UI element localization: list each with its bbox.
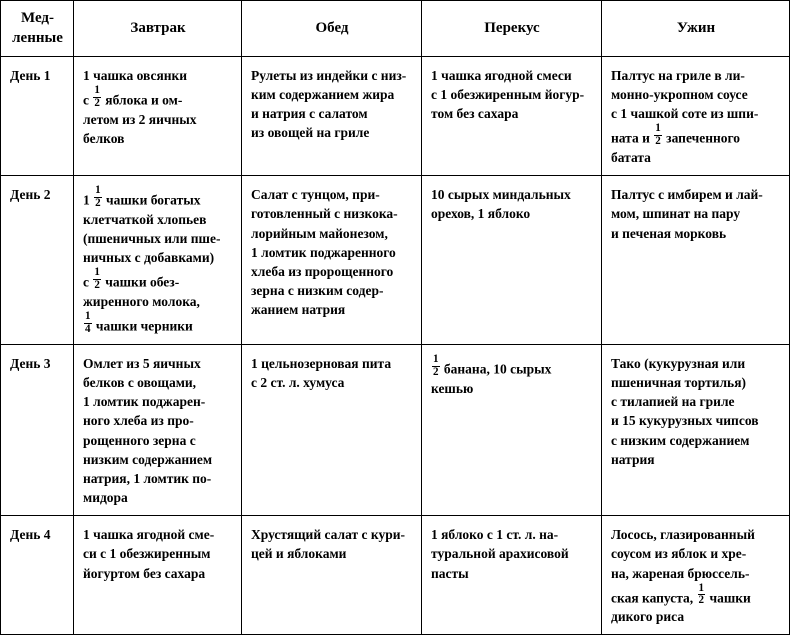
text-line: готовленный с низкока- [251, 206, 398, 222]
text-line: с 2 ст. л. хумуса [251, 375, 345, 391]
text-line: белков [83, 130, 125, 146]
text-line: 10 сырых миндальных [431, 187, 571, 203]
text-line: летом из 2 яичных [83, 111, 197, 127]
text-line: ничных с добавками) [83, 250, 215, 266]
text-line: и печеная морковь [611, 225, 727, 241]
cell-snack-day4 [422, 516, 602, 635]
text-line: на, жареная брюссель- [611, 565, 750, 581]
text-line: цей и яблоками [251, 546, 347, 562]
table-row [1, 344, 790, 515]
fraction-one-quarter: $\frac{1}{4}$ [85, 310, 91, 335]
column-header-breakfast: Завтрак [74, 1, 242, 57]
table-row [1, 57, 790, 176]
text-line: 1 ломтик поджаренного [251, 244, 396, 260]
text-line: и натрия с салатом [251, 106, 368, 122]
text-line: туральной арахисовой [431, 546, 569, 562]
text-line: и 15 кукурузных чипсов [611, 413, 759, 429]
column-header-snack: Перекус [422, 1, 602, 57]
cell-breakfast-day4 [74, 516, 242, 635]
text-line: монно-укропном соусе [611, 87, 748, 103]
text-line: соусом из яблок и хре- [611, 546, 747, 562]
text-line: с $\frac{1}{2}$ яблока и ом- [83, 84, 183, 109]
text-line: зерна с низким содер- [251, 283, 384, 299]
text-line: натрия [611, 451, 655, 467]
day-label: День 4 [1, 516, 74, 635]
cell-lunch-day4 [242, 516, 422, 635]
table-header-row [1, 1, 790, 57]
text-line: Салат с тунцом, при- [251, 187, 380, 203]
fraction-one-half: $\frac{1}{2}$ [95, 184, 101, 209]
fraction-one-half: $\frac{1}{2}$ [94, 266, 100, 292]
text-line: лорийным майонезом, [251, 225, 388, 241]
column-header-day-line2: ленные [12, 29, 63, 46]
column-header-day-line1: Мед- [20, 10, 54, 26]
text-line: рощенного зерна с [83, 432, 196, 448]
text-line: ская капуста, $\frac{1}{2}$ чашки [611, 581, 751, 607]
text-line: 1 ломтик поджарен- [83, 394, 206, 410]
text-line: Лосось, глазированный [611, 527, 755, 543]
day-label: День 2 [1, 176, 74, 345]
fraction-one-half: $\frac{1}{2}$ [655, 122, 661, 148]
cell-dinner-day2 [602, 176, 790, 345]
text-line: низким содержанием [83, 451, 213, 467]
text-line: йогуртом без сахара [83, 565, 206, 581]
text-line: ким содержанием жира [251, 87, 395, 103]
text-line: Омлет из 5 яичных [83, 355, 201, 371]
text-line: мидора [83, 490, 128, 506]
day-label: День 3 [1, 344, 74, 515]
text-line: батата [611, 150, 651, 166]
text-line: пшеничная тортилья) [611, 375, 746, 391]
text-line: 1 цельнозерновая пита [251, 355, 392, 371]
cell-snack-day2 [422, 176, 602, 345]
cell-snack-day1 [422, 57, 602, 176]
cell-breakfast-day2 [74, 176, 242, 345]
text-line: натрия, 1 ломтик по- [83, 470, 212, 486]
cell-snack-day3 [422, 344, 602, 515]
text-line: клетчаткой хлопьев [83, 211, 207, 227]
text-line: с низким содержанием [611, 432, 750, 448]
text-line: Палтус с имбирем и лай- [611, 187, 763, 203]
text-line: с $\frac{1}{2}$ чашки обез- [83, 266, 180, 292]
text-line: 1 чашка ягодной смеси [431, 68, 572, 83]
text-line: орехов, 1 яблоко [431, 206, 531, 222]
text-line: ната и $\frac{1}{2}$ запеченного [611, 122, 741, 148]
text-line: Хрустящий салат с кури- [251, 527, 405, 543]
cell-dinner-day1 [602, 57, 790, 176]
text-line: хлеба из пророщенного [251, 263, 394, 279]
column-header-dinner: Ужин [602, 1, 790, 57]
text-line: Тако (кукурузная или [611, 355, 746, 371]
cell-lunch-day1 [242, 57, 422, 176]
table-row [1, 176, 790, 345]
column-header-lunch: Обед [242, 1, 422, 57]
fraction-one-half: $\frac{1}{2}$ [94, 84, 100, 109]
text-line: с тилапией на гриле [611, 394, 735, 410]
fraction-one-half: $\frac{1}{2}$ [433, 352, 439, 378]
text-line: том без сахара [431, 106, 519, 122]
text-line: жанием натрия [251, 302, 346, 318]
cell-breakfast-day1 [74, 57, 242, 176]
text-line: с 1 чашкой соте из шпи- [611, 106, 759, 122]
cell-lunch-day3 [242, 344, 422, 515]
text-line: кешью [431, 380, 474, 396]
cell-breakfast-day3 [74, 344, 242, 515]
text-line: белков с овощами, [83, 375, 197, 391]
text-line: $\frac{1}{2}$ банана, 10 сырых [433, 352, 552, 378]
cell-dinner-day3 [602, 344, 790, 515]
table-row [1, 516, 790, 635]
text-line: 1 яблоко с 1 ст. л. на- [431, 527, 559, 543]
text-line: ного хлеба из про- [83, 413, 194, 429]
text-line: Рулеты из индейки с низ- [251, 68, 407, 83]
text-line: 1 чашка ягодной сме- [83, 527, 215, 543]
text-line: мом, шпинат на пару [611, 206, 741, 222]
text-line: 1 чашка овсянки [83, 68, 188, 83]
column-header-day [1, 1, 74, 57]
text-line: с 1 обезжиренным йогур- [431, 87, 585, 103]
cell-lunch-day2 [242, 176, 422, 345]
text-line: дикого риса [611, 609, 685, 625]
text-line: пасты [431, 565, 469, 581]
text-line: из овощей на гриле [251, 125, 370, 141]
text-line: $\frac{1}{4}$ чашки черники [85, 310, 193, 335]
text-line: 1 $\frac{1}{2}$ чашки богатых [83, 184, 201, 209]
fraction-one-half: $\frac{1}{2}$ [698, 581, 705, 607]
cell-dinner-day4 [602, 516, 790, 635]
day-label: День 1 [1, 57, 74, 176]
text-line: Палтус на гриле в ли- [611, 68, 745, 83]
text-line: си с 1 обезжиренным [83, 546, 211, 562]
text-line: (пшеничных или пше- [83, 231, 221, 247]
text-line: жиренного молока, [83, 294, 200, 310]
